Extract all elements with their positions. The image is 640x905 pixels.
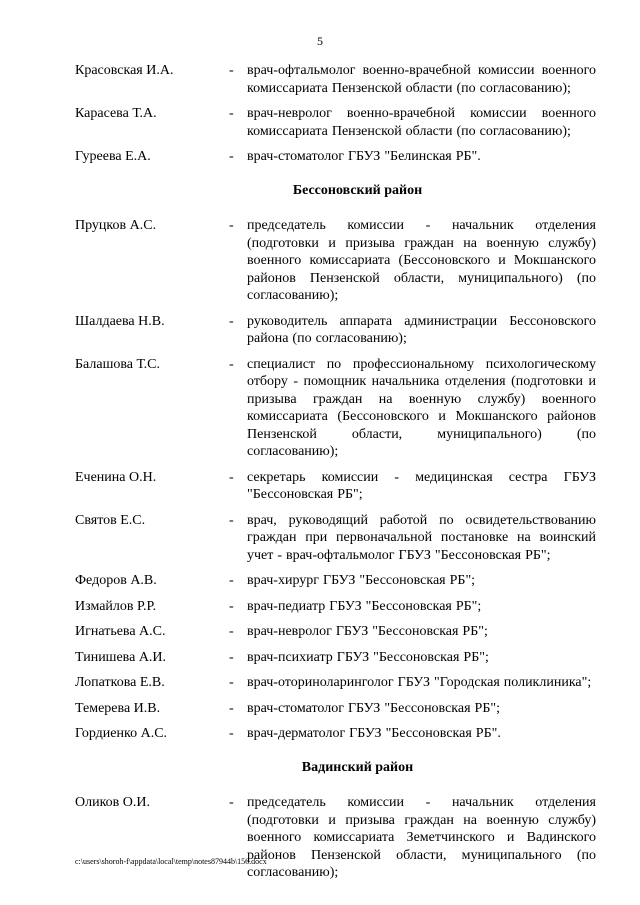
dash: - — [229, 149, 234, 164]
dash: - — [229, 726, 234, 741]
dash: - — [229, 356, 234, 372]
dash: - — [229, 700, 234, 716]
list-item — [75, 649, 600, 667]
list-item — [75, 623, 600, 641]
list-item — [75, 356, 600, 461]
person-name: Гуреева Е.А. — [75, 149, 151, 164]
section-heading: Вадинский район — [301, 759, 414, 775]
person-name: Лопаткова Е.В. — [75, 675, 165, 690]
list-item — [75, 148, 600, 166]
group-bessonovsky — [75, 217, 600, 743]
list-item — [75, 512, 600, 565]
person-role: специалист по профессиональному психологическому отбору - помощник начальника отделения (подготовки и призыва граждан на военную службу) военного комиссариата (Бессоновского и Мокшанского районов Пензенской области, муниципального) (по согласованию); — [247, 356, 596, 459]
person-name: Темерева И.В. — [75, 700, 161, 716]
dash: - — [229, 313, 234, 329]
person-role: врач-хирург ГБУЗ "Бессоновская РБ"; — [247, 573, 476, 588]
list-item — [75, 598, 600, 616]
dash: - — [229, 573, 234, 588]
list-item — [75, 313, 600, 348]
list-item — [75, 105, 600, 140]
dash: - — [229, 649, 234, 665]
dash: - — [229, 218, 234, 233]
document-body — [75, 62, 600, 890]
list-item — [75, 725, 600, 743]
dash: - — [229, 63, 234, 78]
person-role: секретарь комиссии - медицинская сестра ГБУЗ "Бессоновская РБ"; — [247, 469, 596, 502]
dash: - — [229, 795, 234, 810]
person-name: Святов Е.С. — [75, 512, 146, 528]
person-role: врач-психиатр ГБУЗ "Бессоновская РБ"; — [247, 649, 489, 665]
person-name: Оликов О.И. — [75, 795, 151, 810]
person-role: руководитель аппарата администрации Бессоновского района (по согласованию); — [247, 313, 596, 346]
person-role: врач-стоматолог ГБУЗ "Белинская РБ". — [247, 149, 481, 164]
person-name: Еченина О.Н. — [75, 469, 157, 485]
person-name: Красовская И.А. — [75, 63, 174, 78]
dash: - — [229, 106, 234, 121]
person-name: Тинишева А.И. — [75, 649, 167, 665]
person-name: Балашова Т.С. — [75, 356, 160, 372]
person-name: Игнатьева А.С. — [75, 624, 166, 639]
person-role: врач-офтальмолог военно-врачебной комиссии военного комиссариата Пензенской области (по согласованию); — [247, 63, 596, 96]
file-path-footer: c:\users\shoroh-f\appdata\local\temp\notes87944b\156.docx — [75, 857, 267, 866]
dash: - — [229, 469, 234, 485]
list-item — [75, 62, 600, 97]
list-item — [75, 469, 600, 504]
dash: - — [229, 512, 234, 528]
person-role: врач-дерматолог ГБУЗ "Бессоновская РБ". — [247, 726, 501, 741]
dash: - — [229, 624, 234, 639]
person-name: Федоров А.В. — [75, 573, 157, 588]
person-name: Шалдаева Н.В. — [75, 313, 165, 329]
person-name: Измайлов Р.Р. — [75, 598, 157, 614]
list-item — [75, 217, 600, 305]
list-item — [75, 794, 600, 882]
person-role: врач, руководящий работой по освидетельствованию граждан при первоначальной постановке на воинский учет - врач-офтальмолог ГБУЗ "Бессоновская РБ"; — [247, 512, 596, 563]
person-name: Карасева Т.А. — [75, 106, 157, 121]
page-number: 5 — [317, 34, 323, 48]
person-role: врач-невролог ГБУЗ "Бессоновская РБ"; — [247, 624, 488, 639]
person-name: Гордиенко А.С. — [75, 726, 168, 741]
dash: - — [229, 598, 234, 614]
person-role: врач-стоматолог ГБУЗ "Бессоновская РБ"; — [247, 700, 500, 716]
list-item — [75, 700, 600, 718]
person-role: председатель комиссии - начальник отделения (подготовки и призыва граждан на военную службу) военного комиссариата Земетчинского и Вадинского районов Пензенской области, муниципального (по согласованию); — [247, 795, 596, 880]
dash: - — [229, 675, 234, 690]
list-item — [75, 572, 600, 590]
person-name: Пруцков А.С. — [75, 218, 157, 233]
person-role: врач-педиатр ГБУЗ "Бессоновская РБ"; — [247, 598, 482, 614]
list-item — [75, 674, 600, 692]
group-continuation — [75, 62, 600, 166]
section-heading: Бессоновский район — [292, 182, 423, 198]
person-role: врач-оториноларинголог ГБУЗ "Городская поликлиника"; — [247, 675, 592, 690]
group-vadinsky — [75, 794, 600, 882]
person-role: врач-невролог военно-врачебной комиссии военного комиссариата Пензенской области (по согласованию); — [247, 106, 596, 139]
person-role: председатель комиссии - начальник отделения (подготовки и призыва граждан на военную службу) военного комиссариата (Бессоновского и Мокшанского районов Пензенской области, муниципального) (по согласованию); — [247, 218, 596, 303]
